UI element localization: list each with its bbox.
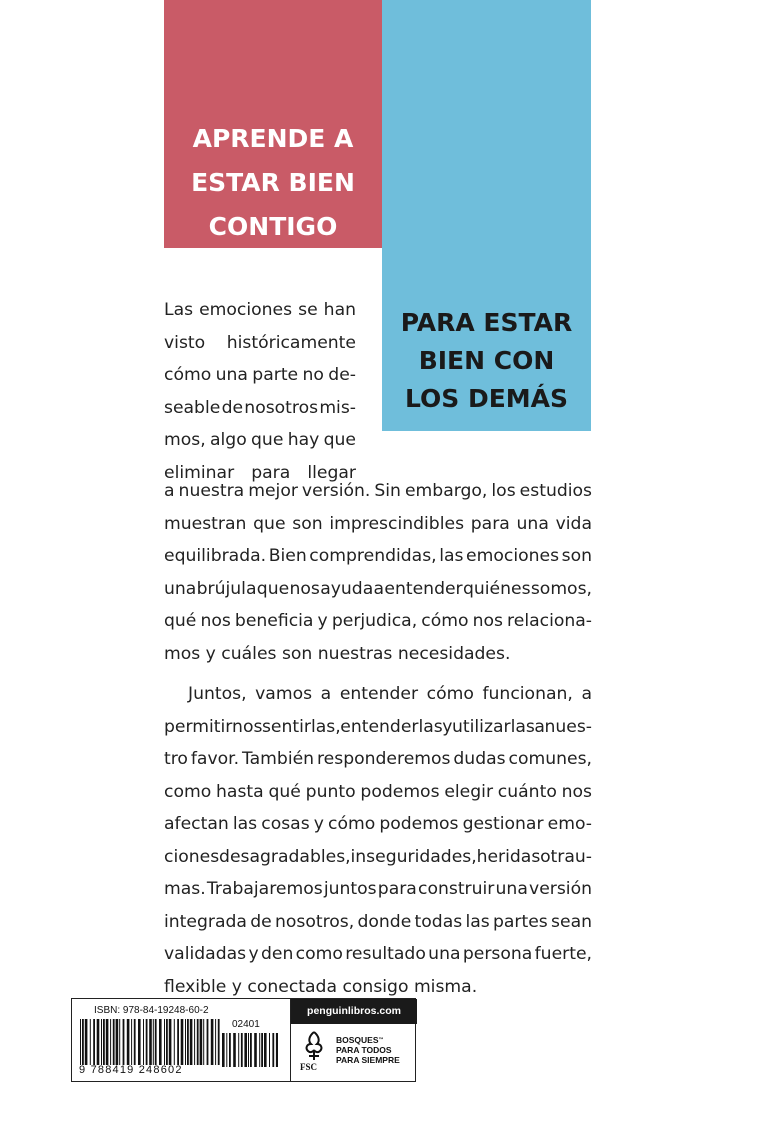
barcode-bar <box>233 1033 236 1067</box>
barcode-bar <box>203 1019 204 1065</box>
barcode-bar <box>101 1019 102 1065</box>
barcode-bar <box>119 1019 120 1065</box>
barcode-bar <box>211 1019 214 1065</box>
barcode-bar <box>194 1019 195 1065</box>
barcode-bar <box>149 1019 152 1065</box>
barcode-bar <box>113 1019 115 1065</box>
text-line: una brújula que nos ayuda a entender quiénes somos, <box>164 578 592 599</box>
text-line: Juntos, vamos a entender cómo funcionan, a <box>188 684 592 704</box>
heading-red-line: CONTIGO <box>208 212 338 241</box>
barcode-bar <box>82 1019 84 1065</box>
heading-blue <box>382 304 591 418</box>
body-text-narrow <box>164 294 356 489</box>
text-line: permitirnos sentirlas, entenderlas y utilizarlas a nues- <box>164 716 592 737</box>
fsc-slogan-line: PARA TODOS <box>336 1045 392 1055</box>
barcode-bar <box>241 1033 243 1067</box>
fsc-slogan <box>336 1035 400 1065</box>
text-line: tro favor. También responderemos dudas comunes, <box>164 749 592 769</box>
barcode-bar <box>276 1033 278 1067</box>
barcode-bar <box>250 1033 252 1067</box>
text-line: validadas y den como resultado una persona fuerte, <box>164 944 592 964</box>
barcode-bar <box>197 1019 199 1065</box>
text-line: visto históricamente <box>164 332 356 353</box>
heading-red-line: APRENDE A <box>192 124 354 153</box>
barcode-bar <box>272 1033 274 1067</box>
barcode-bar <box>155 1019 157 1065</box>
barcode-bar <box>200 1019 203 1065</box>
text-line: como hasta qué punto podemos elegir cuánto nos <box>164 781 592 802</box>
trademark: ™ <box>378 1037 384 1043</box>
barcode-bar <box>103 1019 105 1065</box>
barcode-bar <box>187 1019 189 1065</box>
text-line: flexible y conectada consigo misma. <box>164 976 478 997</box>
fsc-slogan-line: BOSQUES <box>336 1035 379 1045</box>
barcode-bar <box>181 1019 184 1065</box>
barcode-bar <box>127 1019 130 1065</box>
barcode-bar <box>106 1019 109 1065</box>
barcode-bar <box>166 1019 168 1065</box>
fsc-label: FSC <box>300 1062 318 1072</box>
barcode-bar <box>254 1033 257 1067</box>
barcode-icon <box>80 1019 220 1065</box>
barcode-bar <box>185 1019 186 1065</box>
barcode-bar <box>248 1033 249 1067</box>
barcode-bar <box>174 1019 175 1065</box>
heading-red <box>164 117 382 249</box>
barcode-bar <box>269 1033 270 1067</box>
barcode-bar <box>110 1019 111 1065</box>
barcode-bar <box>207 1019 209 1065</box>
barcode-bar <box>143 1019 144 1065</box>
text-line: mos, algo que hay que <box>164 430 356 450</box>
barcode-bar <box>146 1019 148 1065</box>
barcode-bar <box>138 1019 141 1065</box>
barcode-bar <box>264 1033 267 1067</box>
barcode-bar <box>134 1019 136 1065</box>
barcode-bar <box>215 1019 216 1065</box>
barcode-bar <box>226 1033 227 1067</box>
barcode-bar <box>80 1019 81 1065</box>
barcode-bar <box>261 1033 263 1067</box>
body-text-wide <box>164 475 592 1003</box>
text-line: Las emociones se han <box>164 300 356 320</box>
barcode-bar <box>116 1019 119 1065</box>
heading-blue-line: LOS DEMÁS <box>404 384 569 413</box>
barcode-addon-icon <box>222 1033 278 1067</box>
barcode-bar <box>218 1019 220 1065</box>
heading-blue-line: PARA ESTAR <box>400 308 573 337</box>
fsc-slogan-line: PARA SIEMPRE <box>336 1055 400 1065</box>
text-line: mos y cuáles son nuestras necesidades. <box>164 643 511 664</box>
fsc-tree-icon <box>299 1030 329 1062</box>
text-line: mas. Trabajaremos juntos para construir una versión <box>164 879 592 899</box>
barcode-bar <box>164 1019 165 1065</box>
barcode-bar <box>177 1019 179 1065</box>
barcode-bar <box>131 1019 132 1065</box>
isbn-number: ISBN: 978-84-19248-60-2 <box>94 1005 209 1016</box>
barcode-bar <box>244 1033 247 1067</box>
text-line: seable de nosotros mis- <box>164 397 356 418</box>
barcode-bar <box>169 1019 172 1065</box>
barcode-bar <box>229 1033 231 1067</box>
barcode-bar <box>97 1019 100 1065</box>
text-line: cómo una parte no de- <box>164 365 356 385</box>
text-line: muestran que son imprescindibles para una vida <box>164 513 592 534</box>
barcode-bar <box>85 1019 88 1065</box>
barcode-bar <box>90 1019 91 1065</box>
barcode-bar <box>259 1033 260 1067</box>
heading-red-line: ESTAR BIEN <box>191 168 355 197</box>
text-line: a nuestra mejor versión. Sin embargo, los estudios <box>164 481 592 501</box>
barcode-bar <box>190 1019 193 1065</box>
barcode-addon: 02401 <box>232 1019 260 1030</box>
barcode-bar <box>222 1033 225 1067</box>
text-line: qué nos beneficia y perjudica, cómo nos relaciona- <box>164 611 592 631</box>
text-line: afectan las cosas y cómo podemos gestionar emo- <box>164 814 592 834</box>
barcode-bar <box>159 1019 162 1065</box>
heading-blue-line: BIEN CON <box>418 346 555 375</box>
fsc-panel <box>290 999 417 1081</box>
publisher-site: penguinlibros.com <box>291 999 417 1024</box>
text-line: equilibrada. Bien comprendidas, las emociones son <box>164 546 592 566</box>
barcode-box <box>71 998 416 1082</box>
barcode-bar <box>153 1019 154 1065</box>
barcode-bar <box>93 1019 95 1065</box>
text-line: integrada de nosotros, donde todas las partes sean <box>164 911 592 932</box>
barcode-bar <box>123 1019 125 1065</box>
text-line: eliminar para llegar <box>164 462 356 483</box>
text-line: ciones desagradables, inseguridades, heridas o trau- <box>164 846 592 867</box>
barcode-bar <box>238 1033 239 1067</box>
barcode-digits: 9 788419 248602 <box>79 1064 183 1076</box>
